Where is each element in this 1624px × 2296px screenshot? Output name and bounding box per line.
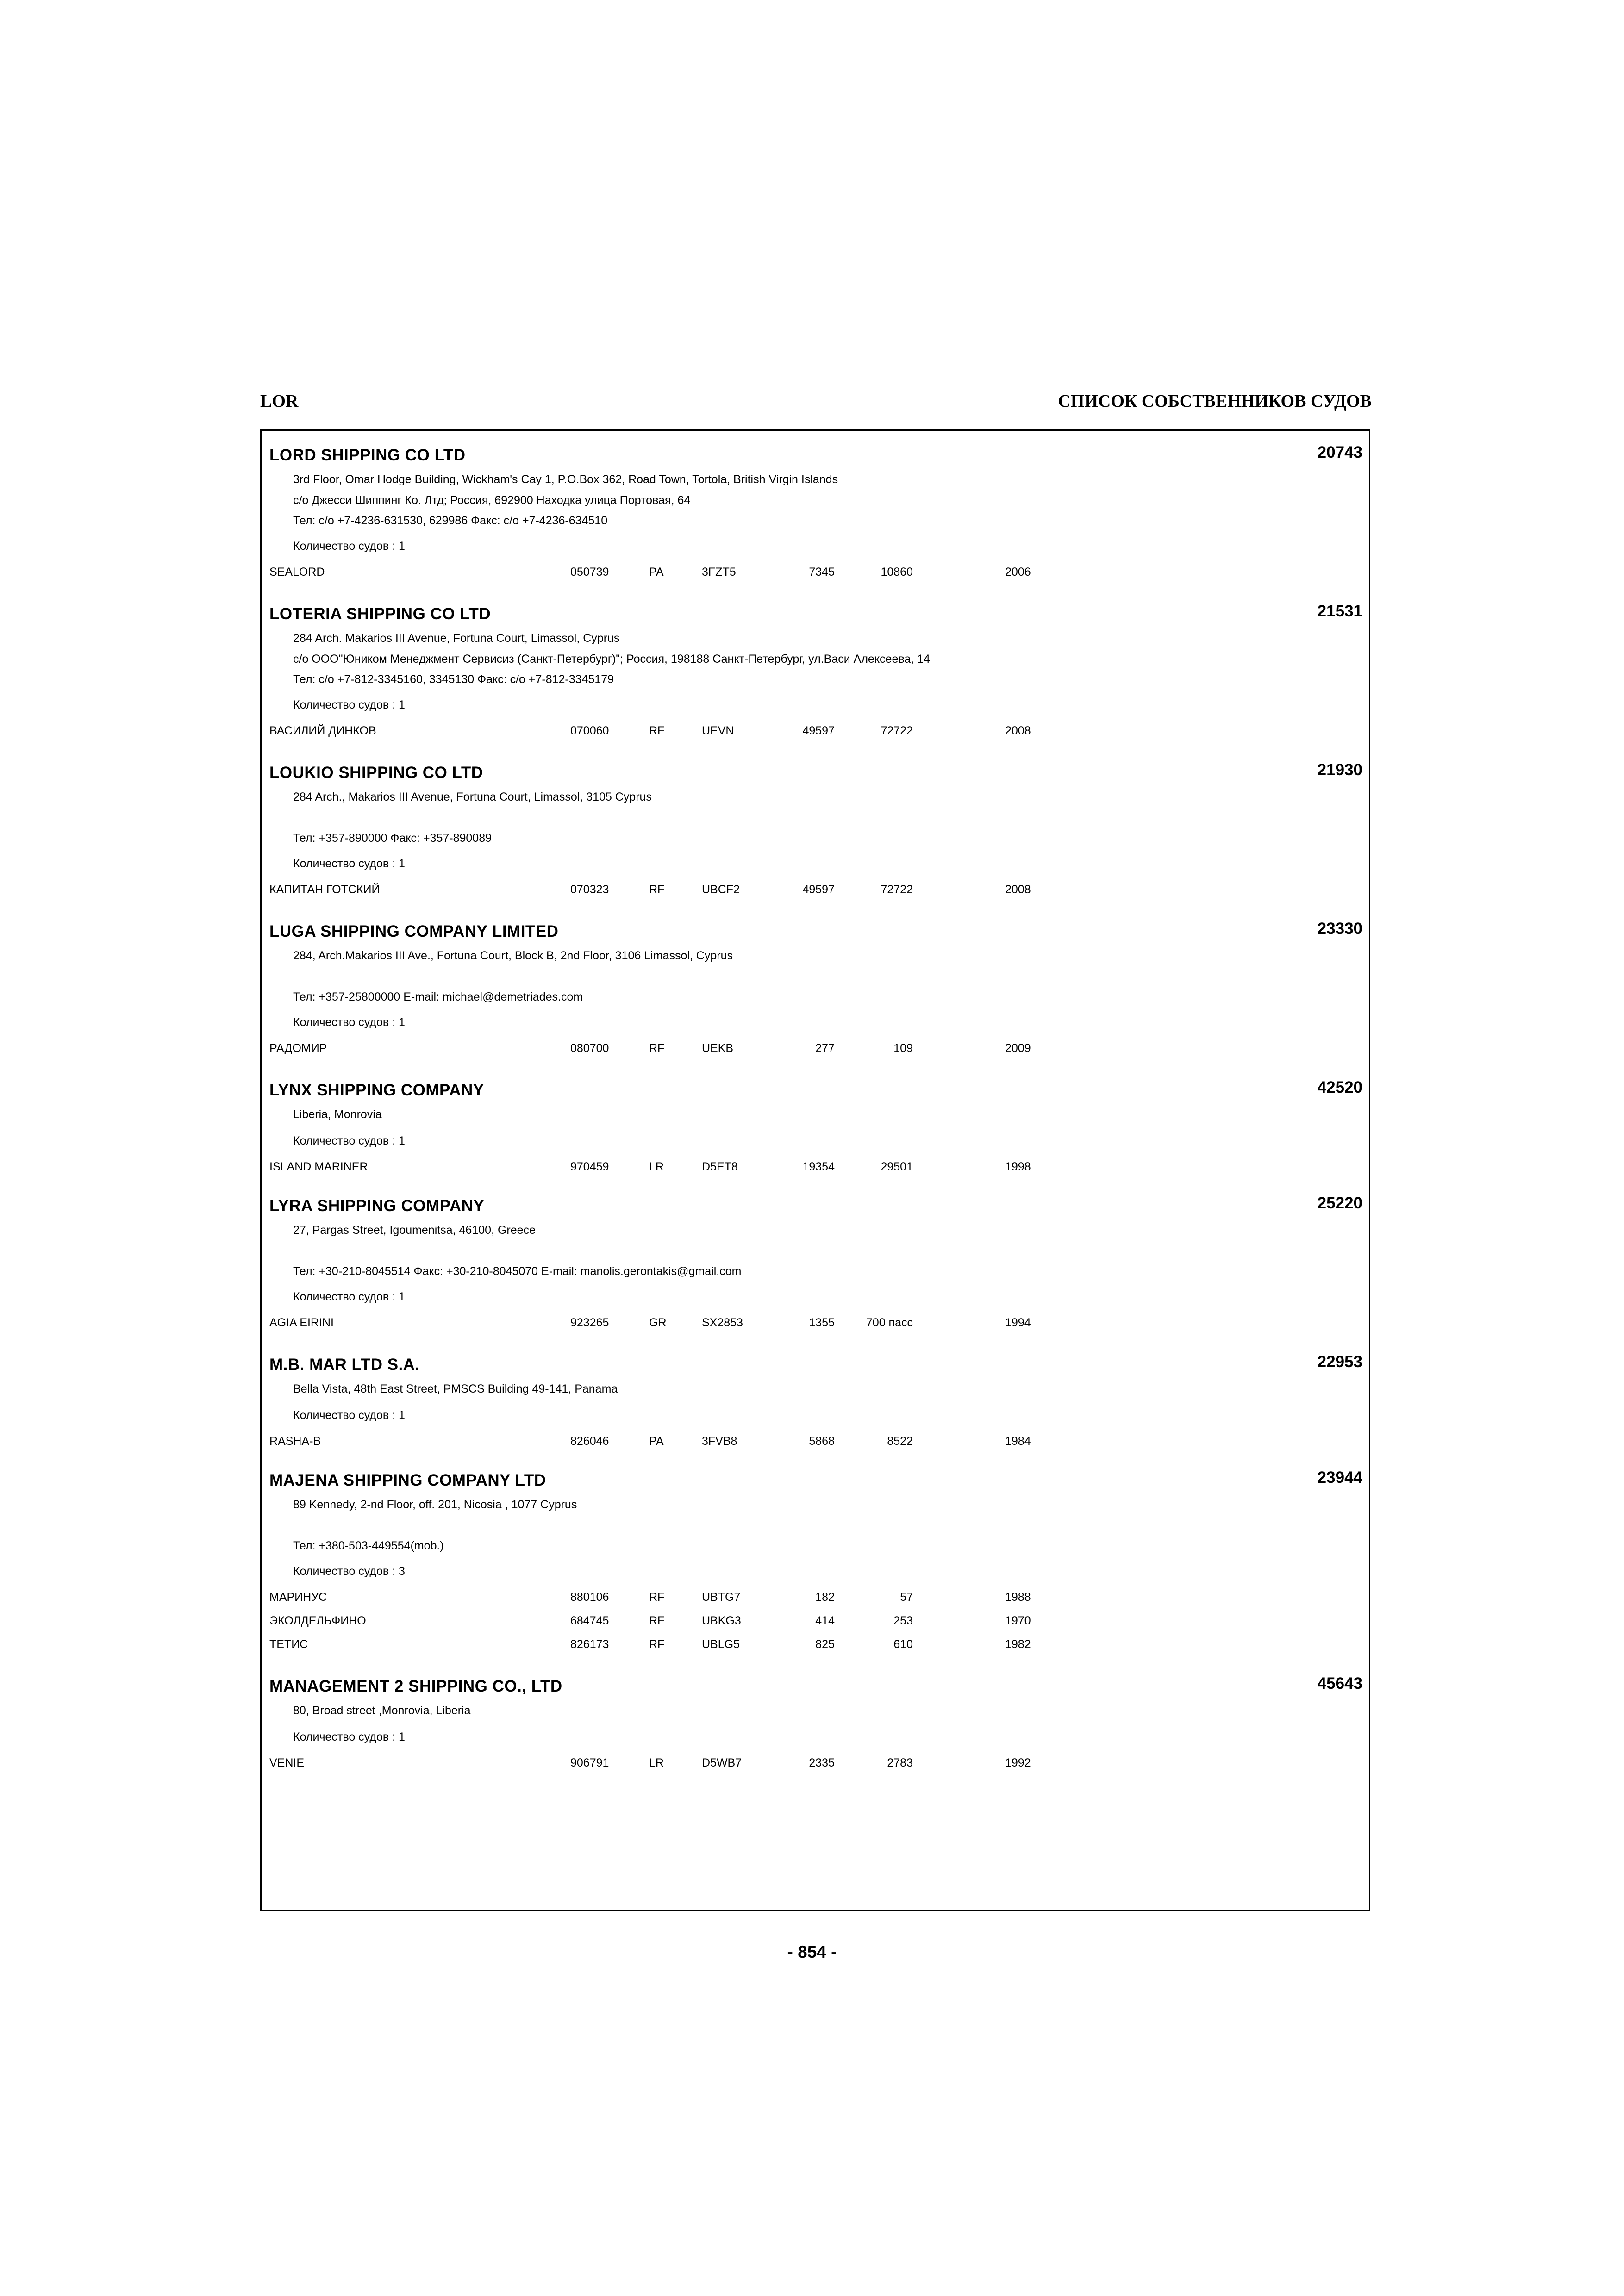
vessel-deadweight: 2783 (887, 1756, 913, 1769)
vessel-count: Количество судов : 1 (293, 1290, 405, 1303)
vessel-flag: LR (649, 1756, 664, 1769)
vessel-code: 906791 (570, 1756, 609, 1769)
owner-address: 284 Arch. Makarios III Avenue, Fortuna Court, Limassol, Cyprus (293, 632, 620, 645)
vessel-callsign: UBCF2 (702, 883, 740, 896)
vessel-callsign: 3FZT5 (702, 566, 736, 579)
vessel-count: Количество судов : 1 (293, 857, 405, 870)
vessel-code: 880106 (570, 1591, 609, 1604)
vessel-flag: RF (649, 724, 665, 737)
vessel-code: 684745 (570, 1614, 609, 1627)
owner-id: 42520 (1317, 1078, 1362, 1096)
vessel-code: 050739 (570, 566, 609, 579)
owner-address: 3rd Floor, Omar Hodge Building, Wickham's Cay 1, P.O.Box 362, Road Town, Tortola, British Virgin Islands (293, 473, 838, 486)
vessel-flag: PA (649, 566, 664, 579)
owner-name: LYRA SHIPPING COMPANY (269, 1197, 485, 1215)
owner-name: LUGA SHIPPING COMPANY LIMITED (269, 922, 559, 940)
vessel-callsign: D5WB7 (702, 1756, 742, 1769)
vessel-name: ISLAND MARINER (269, 1160, 368, 1173)
vessel-gross-tonnage: 49597 (802, 724, 835, 737)
vessel-year: 2008 (1005, 883, 1031, 896)
vessel-deadweight: 700 пасс (866, 1316, 913, 1329)
vessel-code: 070323 (570, 883, 609, 896)
vessel-name: ВАСИЛИЙ ДИНКОВ (269, 724, 376, 737)
vessel-gross-tonnage: 49597 (802, 883, 835, 896)
owner-name: LYNX SHIPPING COMPANY (269, 1081, 484, 1099)
vessel-gross-tonnage: 7345 (809, 566, 835, 579)
vessel-flag: LR (649, 1160, 664, 1173)
owner-contacts: Тел: +357-25800000 E-mail: michael@demetriades.com (293, 990, 583, 1003)
owner-id: 25220 (1317, 1194, 1362, 1212)
vessel-name: ТЕТИС (269, 1638, 308, 1651)
vessel-deadweight: 8522 (887, 1435, 913, 1448)
owner-name: LORD SHIPPING CO LTD (269, 446, 466, 464)
owner-contacts: Тел: +357-890000 Факс: +357-890089 (293, 832, 492, 845)
vessel-count: Количество судов : 1 (293, 1730, 405, 1743)
owner-name: LOUKIO SHIPPING CO LTD (269, 764, 483, 782)
vessel-callsign: UEKB (702, 1042, 734, 1055)
vessel-flag: GR (649, 1316, 667, 1329)
vessel-count: Количество судов : 1 (293, 698, 405, 711)
vessel-deadweight: 610 (893, 1638, 913, 1651)
vessel-code: 970459 (570, 1160, 609, 1173)
owner-id: 45643 (1317, 1674, 1362, 1692)
vessel-year: 1988 (1005, 1591, 1031, 1604)
owner-id: 23944 (1317, 1468, 1362, 1487)
vessel-count: Количество судов : 1 (293, 1016, 405, 1029)
vessel-name: VENIE (269, 1756, 305, 1769)
owner-contacts: Тел: c/o +7-4236-631530, 629986 Факс: c/o +7-4236-634510 (293, 514, 608, 527)
vessel-year: 1984 (1005, 1435, 1031, 1448)
running-header-left: LOR (260, 392, 299, 411)
vessel-flag: RF (649, 1591, 665, 1604)
vessel-callsign: 3FVB8 (702, 1435, 737, 1448)
vessel-name: AGIA EIRINI (269, 1316, 334, 1329)
vessel-year: 1992 (1005, 1756, 1031, 1769)
vessel-code: 826173 (570, 1638, 609, 1651)
page-number: - 854 - (787, 1942, 837, 1961)
owner-contacts: Тел: +380-503-449554(mob.) (293, 1539, 444, 1552)
vessel-code: 923265 (570, 1316, 609, 1329)
vessel-count: Количество судов : 1 (293, 540, 405, 553)
owner-name: MANAGEMENT 2 SHIPPING CO., LTD (269, 1677, 562, 1695)
owner-id: 20743 (1317, 443, 1362, 461)
running-header-title: СПИСОК СОБСТВЕННИКОВ СУДОВ (1058, 392, 1372, 411)
vessel-deadweight: 72722 (881, 883, 913, 896)
vessel-callsign: UBTG7 (702, 1591, 741, 1604)
ship-owners-list (260, 429, 1370, 1911)
owner-address: 27, Pargas Street, Igoumenitsa, 46100, Greece (293, 1224, 536, 1237)
vessel-year: 1998 (1005, 1160, 1031, 1173)
vessel-name: SEALORD (269, 566, 325, 579)
vessel-year: 1994 (1005, 1316, 1031, 1329)
owner-id: 21531 (1317, 602, 1362, 620)
vessel-flag: RF (649, 1638, 665, 1651)
vessel-flag: RF (649, 1614, 665, 1627)
vessel-code: 080700 (570, 1042, 609, 1055)
vessel-callsign: D5ET8 (702, 1160, 738, 1173)
vessel-gross-tonnage: 19354 (802, 1160, 835, 1173)
vessel-year: 2009 (1005, 1042, 1031, 1055)
vessel-gross-tonnage: 414 (815, 1614, 835, 1627)
vessel-count: Количество судов : 1 (293, 1409, 405, 1422)
vessel-deadweight: 109 (893, 1042, 913, 1055)
vessel-callsign: UEVN (702, 724, 734, 737)
owner-contacts: Тел: +30-210-8045514 Факс: +30-210-8045070 E-mail: manolis.gerontakis@gmail.com (293, 1265, 742, 1278)
vessel-count: Количество судов : 3 (293, 1565, 405, 1578)
owner-address: Bella Vista, 48th East Street, PMSCS Building 49-141, Panama (293, 1382, 618, 1395)
vessel-deadweight: 72722 (881, 724, 913, 737)
vessel-year: 2008 (1005, 724, 1031, 737)
owner-agent: c/o Джесси Шиппинг Ко. Лтд; Россия, 692900 Находка улица Портовая, 64 (293, 494, 691, 507)
vessel-name: КАПИТАН ГОТСКИЙ (269, 883, 380, 896)
owner-address: 284, Arch.Makarios III Ave., Fortuna Court, Block B, 2nd Floor, 3106 Limassol, Cyprus (293, 949, 733, 962)
vessel-deadweight: 10860 (881, 566, 913, 579)
owner-id: 22953 (1317, 1353, 1362, 1371)
vessel-code: 826046 (570, 1435, 609, 1448)
owner-address: 80, Broad street ,Monrovia, Liberia (293, 1704, 471, 1717)
vessel-gross-tonnage: 5868 (809, 1435, 835, 1448)
vessel-deadweight: 57 (900, 1591, 913, 1604)
vessel-callsign: SX2853 (702, 1316, 743, 1329)
owner-agent: c/o ООО"Юником Менеджмент Сервисиз (Санкт-Петербург)"; Россия, 198188 Санкт-Петербург, ул.Васи Алексеева, 14 (293, 653, 930, 666)
vessel-flag: RF (649, 1042, 665, 1055)
vessel-year: 2006 (1005, 566, 1031, 579)
vessel-flag: RF (649, 883, 665, 896)
vessel-gross-tonnage: 182 (815, 1591, 835, 1604)
vessel-deadweight: 253 (893, 1614, 913, 1627)
owner-address: 284 Arch., Makarios III Avenue, Fortuna Court, Limassol, 3105 Cyprus (293, 790, 652, 803)
vessel-name: RASHA-B (269, 1435, 321, 1448)
owner-address: Liberia, Monrovia (293, 1108, 382, 1121)
vessel-count: Количество судов : 1 (293, 1134, 405, 1147)
vessel-callsign: UBLG5 (702, 1638, 740, 1651)
vessel-name: ЭКОЛДЕЛЬФИНО (269, 1614, 366, 1627)
vessel-year: 1970 (1005, 1614, 1031, 1627)
owner-contacts: Тел: c/o +7-812-3345160, 3345130 Факс: c/o +7-812-3345179 (293, 673, 614, 686)
owner-id: 21930 (1317, 761, 1362, 779)
owner-name: MAJENA SHIPPING COMPANY LTD (269, 1471, 546, 1489)
vessel-deadweight: 29501 (881, 1160, 913, 1173)
vessel-gross-tonnage: 277 (815, 1042, 835, 1055)
vessel-callsign: UBKG3 (702, 1614, 741, 1627)
vessel-name: РАДОМИР (269, 1042, 327, 1055)
vessel-gross-tonnage: 825 (815, 1638, 835, 1651)
vessel-flag: PA (649, 1435, 664, 1448)
vessel-year: 1982 (1005, 1638, 1031, 1651)
owner-id: 23330 (1317, 920, 1362, 938)
owner-address: 89 Kennedy, 2-nd Floor, off. 201, Nicosia , 1077 Cyprus (293, 1498, 577, 1511)
vessel-gross-tonnage: 1355 (809, 1316, 835, 1329)
vessel-name: МАРИНУС (269, 1591, 327, 1604)
owner-name: M.B. MAR LTD S.A. (269, 1356, 420, 1374)
vessel-code: 070060 (570, 724, 609, 737)
vessel-gross-tonnage: 2335 (809, 1756, 835, 1769)
owner-name: LOTERIA SHIPPING CO LTD (269, 605, 491, 623)
